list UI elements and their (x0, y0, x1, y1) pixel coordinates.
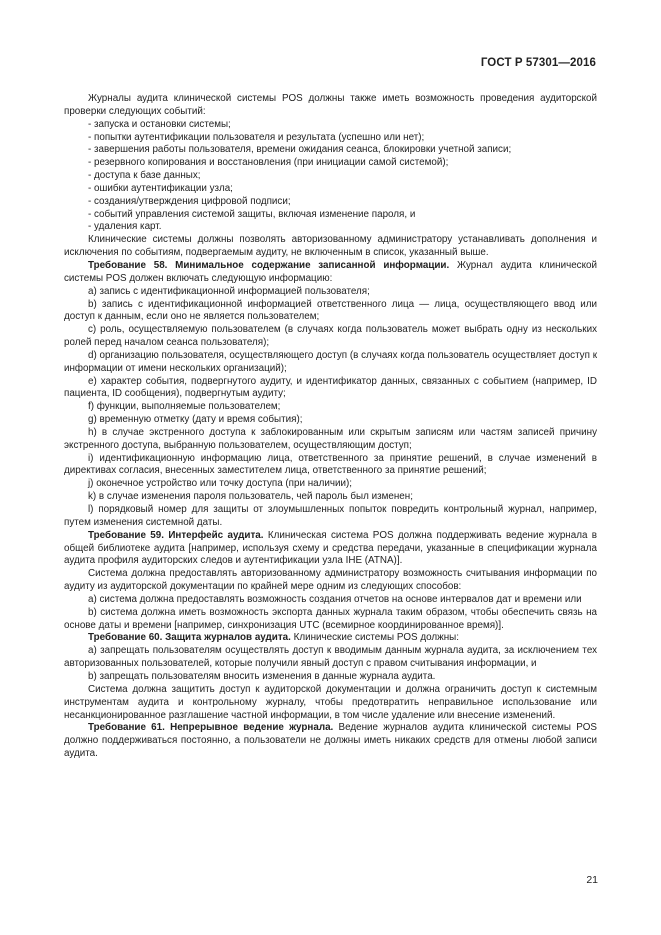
requirement-60-text: Клинические системы POS должны: (290, 632, 459, 644)
list-item: - удаления карт. (88, 221, 162, 233)
events-list (64, 119, 597, 235)
list-item: - событий управления системой защиты, включая изменение пароля, и (88, 208, 416, 220)
list-item: a) запись с идентификационной информацией пользователя; (88, 285, 370, 297)
requirement-61-text: Ведение журналов аудита клинической системы POS должно поддерживаться постоянно, а пользователи не должны иметь никаких средств для отмены любой записи аудита. (64, 722, 598, 760)
document-body (64, 93, 597, 761)
requirement-58-text: Журнал аудита клинической системы POS должен включать следующую информацию: (64, 259, 597, 284)
requirement-59-title: Требование 59. Интерфейс аудита. (88, 529, 264, 541)
list-item: j) оконечное устройство или точку доступа (при наличии); (88, 478, 353, 490)
standard-designation: ГОСТ Р 57301—2016 (480, 57, 596, 69)
list-item: l) порядковый номер для защиты от злоумышленных попыток повредить контрольный журнал, например, путем изменения системной даты. (64, 504, 597, 528)
list-item: - попытки аутентификации пользователя и результата (успешно или нет); (88, 131, 425, 143)
list-item: h) в случае экстренного доступа к заблокированным или скрытым записям или частям записей причину экстренного доступа, выбранную пользователем, осуществляющим доступ; (64, 426, 597, 451)
requirement-61-title: Требование 61. Непрерывное ведение журнала. (88, 722, 334, 734)
list-item: f) функции, выполняемые пользователем; (88, 401, 281, 413)
requirement-58-title: Требование 58. Минимальное содержание записанной информации. (88, 259, 450, 271)
list-item: a) система должна предоставлять возможность создания отчетов на основе интервалов дат и времени или (88, 593, 582, 605)
list-item: b) запись с идентификационной информацией ответственного лица — лица, осуществляющего ввод или доступ к данным, если оно не является пользователем; (64, 298, 597, 323)
admin-paragraph: Клинические системы должны позволять авторизованному администратору устанавливать дополнения и исключения по событиям, подвергаемым аудиту, не включенным в список, указанный выше. (64, 234, 597, 259)
list-item: c) роль, осуществляемую пользователем (в случаях когда пользователь может выбрать одну из нескольких ролей перед началом сеанса пользователя); (64, 324, 597, 349)
intro-paragraph: Журналы аудита клинической системы POS должны также иметь возможность проведения аудиторской проверки следующих событий: (64, 93, 597, 117)
requirement-58 (64, 260, 597, 286)
list-item: g) временную отметку (дату и время события); (88, 414, 303, 426)
list-item: b) запрещать пользователям вносить изменения в данные журнала аудита. (88, 670, 436, 682)
list-item: - завершения работы пользователя, времени ожидания сеанса, блокировки учетной записи; (88, 144, 512, 156)
list-item: e) характер события, подвергнутого аудиту, и идентификатор данных, связанных с событием (например, ID пациента, ID сообщения), подвергнутым аудиту; (64, 375, 597, 400)
requirement-59-paragraph: Система должна предоставлять авторизованному администратору возможность считывания информации по аудиту из аудиторской документации по крайней мере одним из следующих способов: (64, 568, 597, 593)
list-item: k) в случае изменения пароля пользователь, чей пароль был изменен; (88, 491, 413, 503)
requirement-60 (64, 632, 597, 645)
requirement-60-title: Требование 60. Защита журналов аудита. (88, 632, 291, 644)
list-item: - запуска и остановки системы; (88, 118, 231, 130)
list-item: i) идентификационную информацию лица, ответственного за принятие решений, в случае изменений в директивах согласия, внесенных заместителем лица, ответственного за принятие решений; (64, 452, 597, 477)
list-item: - резервного копирования и восстановления (при инициации самой системой); (88, 157, 449, 169)
list-item: - ошибки аутентификации узла; (88, 182, 233, 194)
requirement-59-text: Клиническая система POS должна поддерживать ведение журнала в общей библиотеке аудита [например, используя схему и средства передачи, указанные в спецификации журнала аудита профиля аудиторских следов и аутентификации узла IHE (ATNA)]. (64, 529, 597, 567)
list-item: - создания/утверждения цифровой подписи; (88, 195, 291, 207)
list-item: - доступа к базе данных; (88, 170, 201, 182)
list-item: b) система должна иметь возможность экспорта данных журнала таким образом, чтобы обеспечить связь на основе даты и времени [например, синхронизация UTC (всемирное координированное время)]. (64, 606, 597, 631)
page-number: 21 (586, 874, 598, 886)
requirement-61 (64, 722, 597, 761)
list-item: a) запрещать пользователям осуществлять доступ к вводимым данным журнала аудита, за исключением тех авторизованных пользователей, которые получили явный доступ с правом считывания информации, и (64, 645, 597, 670)
requirement-59 (64, 530, 597, 569)
list-item: d) организацию пользователя, осуществляющего доступ (в случаях когда пользователь осуществляет доступ к информации от имени нескольких организаций); (64, 349, 597, 374)
requirement-60-paragraph: Система должна защитить доступ к аудиторской документации и должна ограничить доступ к системным инструментам аудита и контрольному журналу, чтобы предотвратить неправильное использование или несанкционированное разглашение частной информации, в том числе удаление или внесение изменений. (64, 683, 597, 721)
